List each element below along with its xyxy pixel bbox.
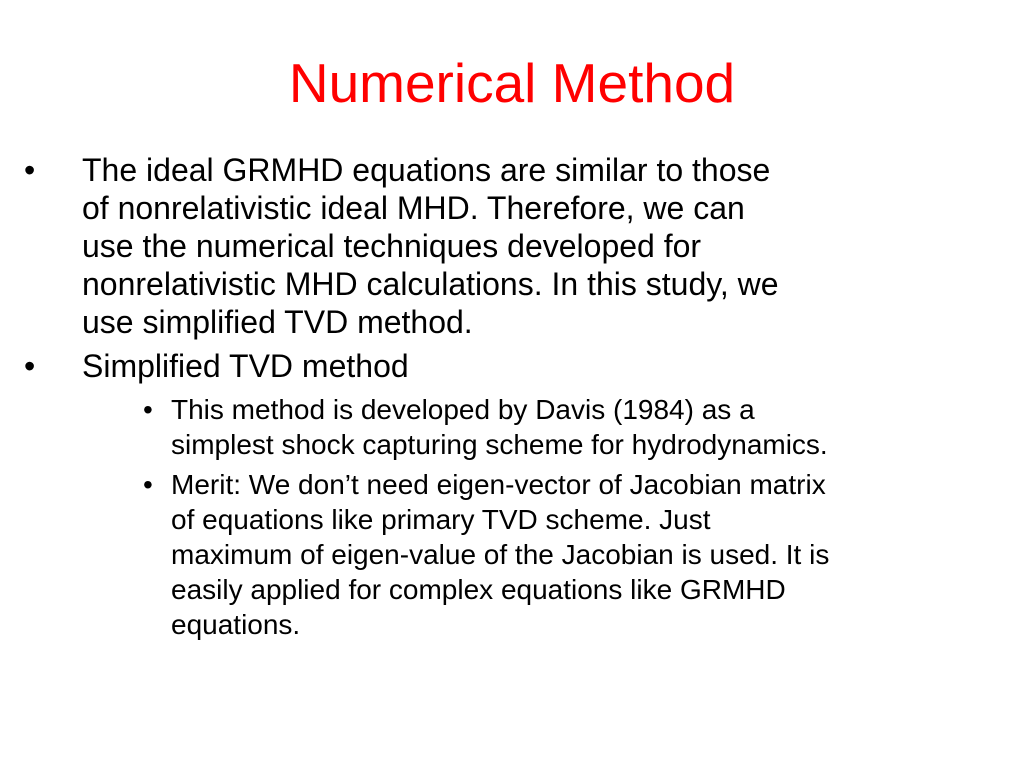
sub-bullet-text-line: simplest shock capturing scheme for hydrodynamics. (171, 429, 828, 460)
sub-bullet-text-line: Merit: We don’t need eigen-vector of Jacobian matrix (171, 469, 826, 500)
bullet-text-line: nonrelativistic MHD calculations. In this study, we (82, 266, 779, 302)
bullet-dot-icon: • (24, 152, 36, 188)
sub-bullet-list (0, 392, 1024, 642)
bullet-text-line: The ideal GRMHD equations are similar to those (82, 152, 771, 188)
sub-bullet-dot-icon: • (143, 394, 153, 425)
bullet-text-line: use the numerical techniques developed for (82, 228, 702, 264)
bullet-text-line: Simplified TVD method (82, 348, 409, 384)
slide-title: Numerical Method (288, 52, 736, 114)
sub-bullet-text-line: of equations like primary TVD scheme. Just (171, 504, 711, 535)
sub-bullet-item-2 (143, 467, 986, 642)
sub-bullet-text-line: maximum of eigen-value of the Jacobian is used. It is (171, 539, 830, 570)
bullet-list (0, 151, 1024, 642)
sub-bullet-text-line: This method is developed by Davis (1984) as a (171, 394, 755, 425)
bullet-text-line: use simplified TVD method. (82, 304, 473, 340)
bullet-item-2 (24, 347, 982, 385)
bullet-item-1 (24, 151, 982, 341)
bullet-text-line: of nonrelativistic ideal MHD. Therefore, we can (82, 190, 745, 226)
sub-bullet-text-line: easily applied for complex equations like GRMHD (171, 574, 786, 605)
sub-bullet-dot-icon: • (143, 469, 153, 500)
bullet-dot-icon: • (24, 348, 36, 384)
sub-bullet-item-1 (143, 392, 986, 462)
sub-bullet-text-line: equations. (171, 609, 301, 640)
